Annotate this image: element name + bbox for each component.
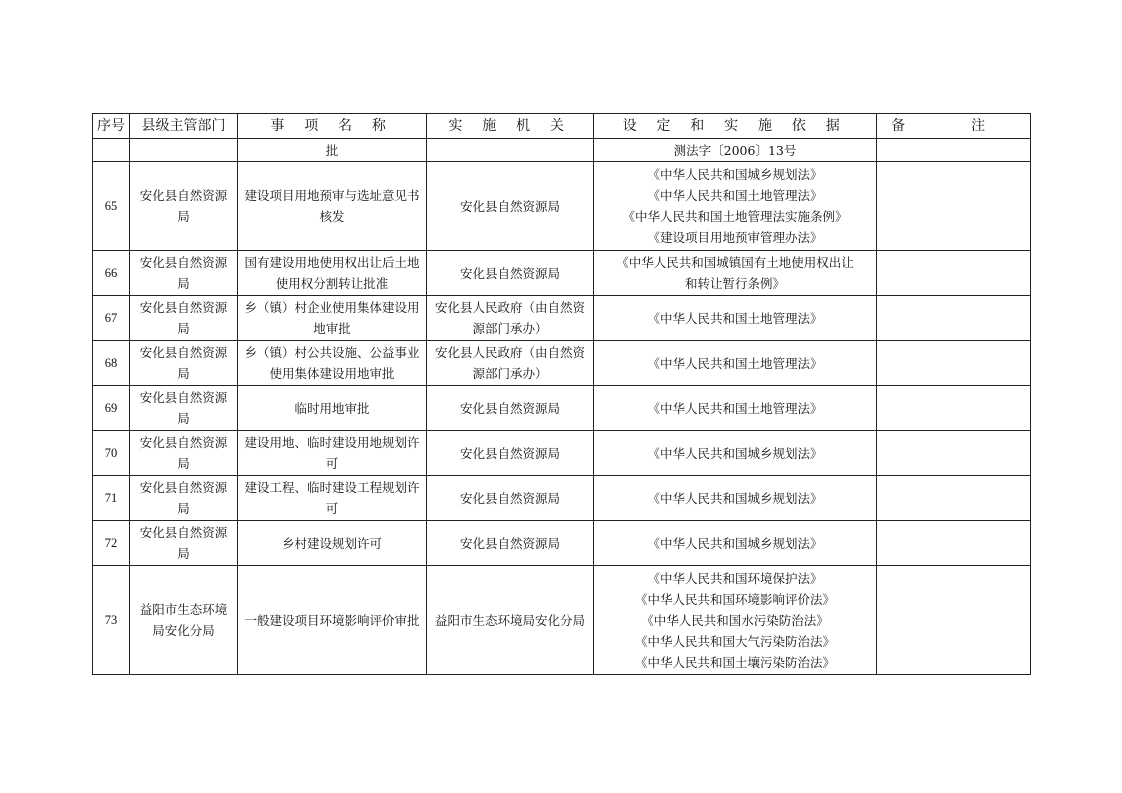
basis-line: 《中华人民共和国土地管理法实施条例》 <box>622 209 848 224</box>
table-body <box>93 139 1031 675</box>
cell-agency: 安化县自然资源局 <box>427 476 594 521</box>
cell-item: 建设用地、临时建设用地规划许可 <box>238 431 427 476</box>
cell-basis <box>594 341 877 386</box>
cell-dept: 安化县自然资源局 <box>130 386 238 431</box>
basis-line: 《中华人民共和国土地管理法》 <box>647 400 823 416</box>
basis-line: 《中华人民共和国环境保护法》 <box>647 570 823 586</box>
table-row-continuation <box>93 139 1031 162</box>
cell-dept: 安化县自然资源局 <box>130 162 238 251</box>
table-row <box>93 162 1031 251</box>
cell-item: 国有建设用地使用权出让后土地使用权分割转让批准 <box>238 251 427 296</box>
cell-basis <box>594 476 877 521</box>
cell-note <box>877 296 1031 341</box>
cell-no: 71 <box>93 476 130 521</box>
header-basis: 设 定 和 实 施 依 据 <box>594 114 877 139</box>
header-agency: 实 施 机 关 <box>427 114 594 139</box>
approval-items-table <box>92 113 1031 675</box>
cell-dept: 安化县自然资源局 <box>130 341 238 386</box>
cell-no: 70 <box>93 431 130 476</box>
cell-dept <box>130 139 238 162</box>
cell-agency: 安化县人民政府（由自然资源部门承办） <box>427 341 594 386</box>
cell-note <box>877 162 1031 251</box>
cell-note <box>877 521 1031 566</box>
table-row <box>93 521 1031 566</box>
cell-note <box>877 386 1031 431</box>
table-row <box>93 431 1031 476</box>
basis-line: 《中华人民共和国土地管理法》 <box>647 188 823 203</box>
table-row <box>93 566 1031 675</box>
cell-agency <box>427 139 594 162</box>
basis-line: 《中华人民共和国城乡规划法》 <box>647 535 823 551</box>
cell-note <box>877 139 1031 162</box>
cell-basis <box>594 566 877 675</box>
table-row <box>93 296 1031 341</box>
cell-no: 66 <box>93 251 130 296</box>
cell-item: 乡（镇）村公共设施、公益事业使用集体建设用地审批 <box>238 341 427 386</box>
cell-note <box>877 431 1031 476</box>
cell-no: 68 <box>93 341 130 386</box>
basis-line: 《中华人民共和国城乡规划法》 <box>647 490 823 506</box>
basis-line: 《中华人民共和国环境影响评价法》 <box>634 591 835 607</box>
cell-no: 65 <box>93 162 130 251</box>
cell-dept: 安化县自然资源局 <box>130 251 238 296</box>
cell-item: 建设项目用地预审与选址意见书核发 <box>238 162 427 251</box>
basis-line: 《中华人民共和国城乡规划法》 <box>647 167 823 182</box>
cell-agency: 安化县自然资源局 <box>427 521 594 566</box>
cell-agency: 安化县自然资源局 <box>427 386 594 431</box>
cell-note <box>877 566 1031 675</box>
cell-basis <box>594 521 877 566</box>
basis-line: 《中华人民共和国土地管理法》 <box>647 355 823 371</box>
cell-note <box>877 251 1031 296</box>
header-no: 序号 <box>93 114 130 139</box>
cell-agency: 益阳市生态环境局安化分局 <box>427 566 594 675</box>
cell-no: 67 <box>93 296 130 341</box>
cell-no: 69 <box>93 386 130 431</box>
basis-line: 《中华人民共和国城乡规划法》 <box>647 445 823 461</box>
cell-no: 73 <box>93 566 130 675</box>
header-note: 备 注 <box>877 114 1031 139</box>
basis-line: 测法字〔2006〕13号 <box>673 142 797 158</box>
cell-note <box>877 476 1031 521</box>
basis-line: 《建设项目用地预审管理办法》 <box>647 230 823 245</box>
cell-note <box>877 341 1031 386</box>
basis-line: 《中华人民共和国水污染防治法》 <box>641 612 829 628</box>
cell-basis <box>594 251 877 296</box>
table-row <box>93 251 1031 296</box>
cell-agency: 安化县自然资源局 <box>427 431 594 476</box>
cell-no: 72 <box>93 521 130 566</box>
cell-item: 批 <box>238 139 427 162</box>
header-item: 事 项 名 称 <box>238 114 427 139</box>
cell-item: 建设工程、临时建设工程规划许可 <box>238 476 427 521</box>
basis-line: 《中华人民共和国土地管理法》 <box>647 310 823 326</box>
cell-item: 一般建设项目环境影响评价审批 <box>238 566 427 675</box>
cell-basis <box>594 296 877 341</box>
cell-item: 乡（镇）村企业使用集体建设用地审批 <box>238 296 427 341</box>
cell-basis <box>594 431 877 476</box>
basis-line: 和转让暂行条例》 <box>684 276 785 291</box>
table-header <box>93 114 1031 139</box>
cell-basis <box>594 162 877 251</box>
cell-item: 乡村建设规划许可 <box>238 521 427 566</box>
cell-dept: 益阳市生态环境局安化分局 <box>130 566 238 675</box>
table-row <box>93 341 1031 386</box>
cell-basis <box>594 386 877 431</box>
cell-item: 临时用地审批 <box>238 386 427 431</box>
cell-dept: 安化县自然资源局 <box>130 296 238 341</box>
cell-dept: 安化县自然资源局 <box>130 431 238 476</box>
cell-agency: 安化县人民政府（由自然资源部门承办） <box>427 296 594 341</box>
cell-dept: 安化县自然资源局 <box>130 521 238 566</box>
cell-agency: 安化县自然资源局 <box>427 251 594 296</box>
basis-line: 《中华人民共和国大气污染防治法》 <box>634 633 835 649</box>
cell-agency: 安化县自然资源局 <box>427 162 594 251</box>
table-row <box>93 476 1031 521</box>
cell-no <box>93 139 130 162</box>
cell-basis <box>594 139 877 162</box>
header-dept: 县级主管部门 <box>130 114 238 139</box>
basis-line: 《中华人民共和国城镇国有土地使用权出让 <box>616 255 854 270</box>
cell-dept: 安化县自然资源局 <box>130 476 238 521</box>
basis-line: 《中华人民共和国土壤污染防治法》 <box>634 654 835 670</box>
table-row <box>93 386 1031 431</box>
